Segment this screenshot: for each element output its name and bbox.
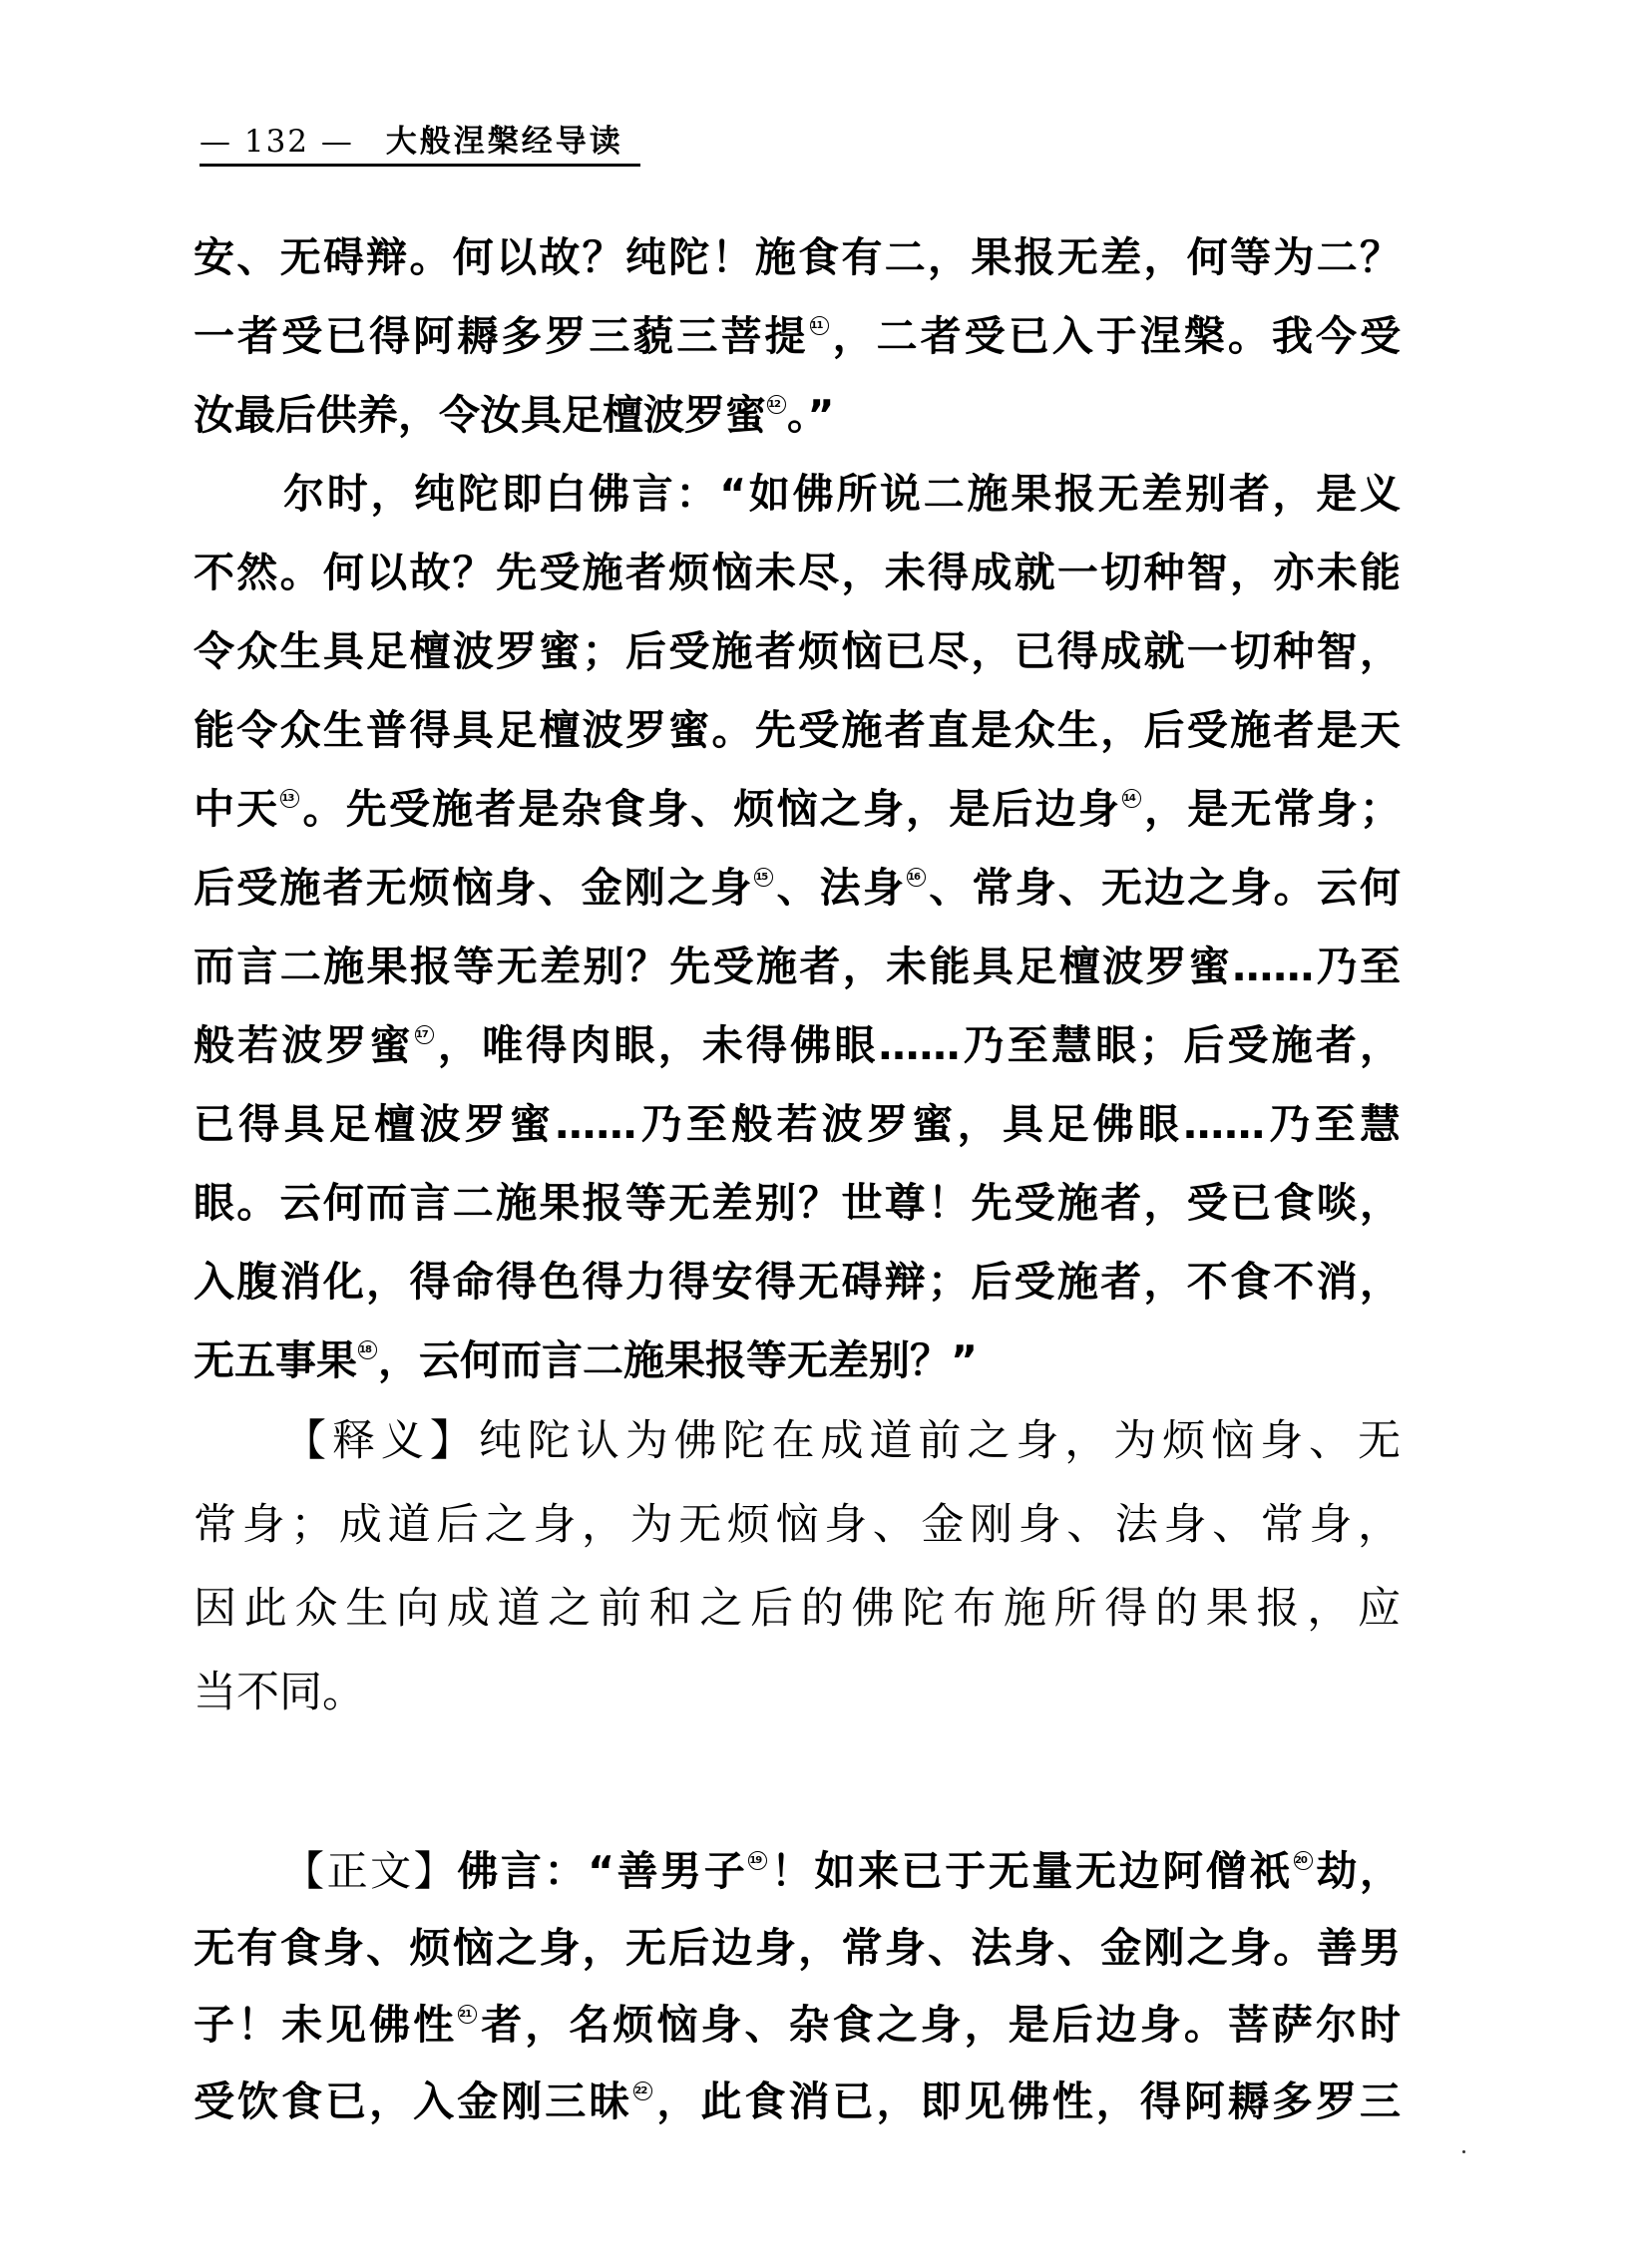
text-run: ，云何而言二施果报等无差别？” <box>378 1336 978 1384</box>
page-number: — 132 — <box>200 124 354 160</box>
text-run: 已得具足檀波罗蜜……乃至般若波罗蜜，具足佛眼……乃至慧 <box>194 1100 1401 1148</box>
footnote-marker: 14 <box>1122 789 1141 808</box>
text-line <box>194 218 1401 297</box>
text-run: 令众生具足檀波罗蜜；后受施者烦恼已尽，已得成就一切种智， <box>194 627 1401 675</box>
footnote-marker: 15 <box>754 868 773 887</box>
text-run: 入腹消化，得命得色得力得安得无碍辩；后受施者，不食不消， <box>194 1258 1401 1306</box>
text-run: 无有食身、烦恼之身，无后边身，常身、法身、金刚之身。善男 <box>194 1924 1401 1972</box>
text-line <box>194 2064 1401 2140</box>
text-run: 佛言：“善男子 <box>457 1847 748 1895</box>
section-tag: 【释义】 <box>283 1416 479 1466</box>
footnote-marker: 18 <box>358 1340 377 1359</box>
footnote-marker: 11 <box>810 316 829 335</box>
footnote-marker: 20 <box>1294 1851 1313 1870</box>
text-run: 当不同。 <box>194 1668 365 1717</box>
book-title: 大般涅槃经导读 <box>385 124 623 160</box>
text-run: ，此食消已，即见佛性，得阿耨多罗三 <box>653 2078 1402 2125</box>
scan-speck <box>1462 2150 1465 2153</box>
text-line <box>194 297 1401 376</box>
text-run: 而言二施果报等无差别？先受施者，未能具足檀波罗蜜……乃至 <box>194 943 1401 990</box>
footnote-marker: 16 <box>907 868 926 887</box>
text-line <box>194 1243 1401 1322</box>
text-run: 。” <box>787 391 835 439</box>
text-line <box>194 612 1401 691</box>
text-run: ，唯得肉眼，未得佛眼……乃至慧眼；后受施者， <box>434 1021 1402 1069</box>
text-line <box>194 455 1401 534</box>
footnote-marker: 13 <box>280 789 299 808</box>
text-line <box>194 1085 1401 1164</box>
text-run: 尔时，纯陀即白佛言：“如佛所说二施果报无差别者，是义 <box>283 470 1401 518</box>
footnote-marker: 19 <box>748 1851 767 1870</box>
text-run: 般若波罗蜜 <box>194 1021 414 1069</box>
text-line <box>194 1987 1401 2064</box>
footnote-marker: 12 <box>767 395 786 414</box>
text-run: 因此众生向成道之前和之后的佛陀布施所得的果报，应 <box>194 1584 1401 1634</box>
footnote-marker: 17 <box>415 1025 434 1044</box>
main-text-paragraphs <box>194 218 1401 1400</box>
text-run: 劫， <box>1313 1847 1402 1895</box>
text-run: 子！未见佛性 <box>194 2001 458 2049</box>
text-run: 不然。何以故？先受施者烦恼未尽，未得成就一切种智，亦未能 <box>194 549 1401 596</box>
text-run: 能令众生普得具足檀波罗蜜。先受施者直是众生，后受施者是天 <box>194 706 1401 754</box>
text-run: 受饮食已，入金刚三昧 <box>194 2078 633 2125</box>
text-line <box>194 1833 1401 1910</box>
text-line <box>194 849 1401 928</box>
text-line <box>194 1322 1401 1400</box>
text-run: 汝最后供养，令汝具足檀波罗蜜 <box>194 391 766 439</box>
text-run: 安、无碍辩。何以故？纯陀！施食有二，果报无差，何等为二？ <box>194 233 1401 281</box>
text-run: 。先受施者是杂食身、烦恼之身，是后边身 <box>300 785 1121 833</box>
footnote-marker: 22 <box>633 2081 652 2100</box>
text-run: ，二者受已入于涅槃。我今受 <box>829 312 1402 360</box>
text-run: 一者受已得阿耨多罗三藐三菩提 <box>194 312 809 360</box>
text-run: 、常身、无边之身。云何 <box>927 864 1402 912</box>
commentary-paragraph <box>194 1399 1401 1734</box>
text-run: 眼。云何而言二施果报等无差别？世尊！先受施者，受已食啖， <box>194 1179 1401 1227</box>
footnote-marker: 21 <box>458 2005 477 2024</box>
text-run: 无五事果 <box>194 1336 357 1384</box>
text-line <box>194 1164 1401 1243</box>
text-line <box>194 1483 1401 1567</box>
text-run: 常身；成道后之身，为无烦恼身、金刚身、法身、常身， <box>194 1500 1401 1550</box>
text-line <box>194 1006 1401 1085</box>
text-run: ！如来已于无量无边阿僧祇 <box>768 1847 1293 1895</box>
text-line <box>194 1399 1401 1483</box>
text-line <box>194 770 1401 849</box>
running-header <box>200 120 640 167</box>
main-text-continued <box>194 1833 1401 2140</box>
section-tag: 【正文】 <box>283 1847 458 1895</box>
text-line <box>194 928 1401 1006</box>
text-line <box>194 1651 1401 1734</box>
text-run: 后受施者无烦恼身、金刚之身 <box>194 864 754 912</box>
text-line <box>194 691 1401 770</box>
text-run: ，是无常身； <box>1141 785 1402 833</box>
text-line <box>194 534 1401 612</box>
text-line <box>194 376 1401 455</box>
text-line <box>194 1567 1401 1651</box>
text-run: 者，名烦恼身、杂食之身，是后边身。菩萨尔时 <box>478 2001 1402 2049</box>
text-run: 中天 <box>194 785 280 833</box>
text-line <box>194 1910 1401 1987</box>
text-run: 、法身 <box>774 864 907 912</box>
text-run: 纯陀认为佛陀在成道前之身，为烦恼身、无 <box>478 1416 1402 1466</box>
